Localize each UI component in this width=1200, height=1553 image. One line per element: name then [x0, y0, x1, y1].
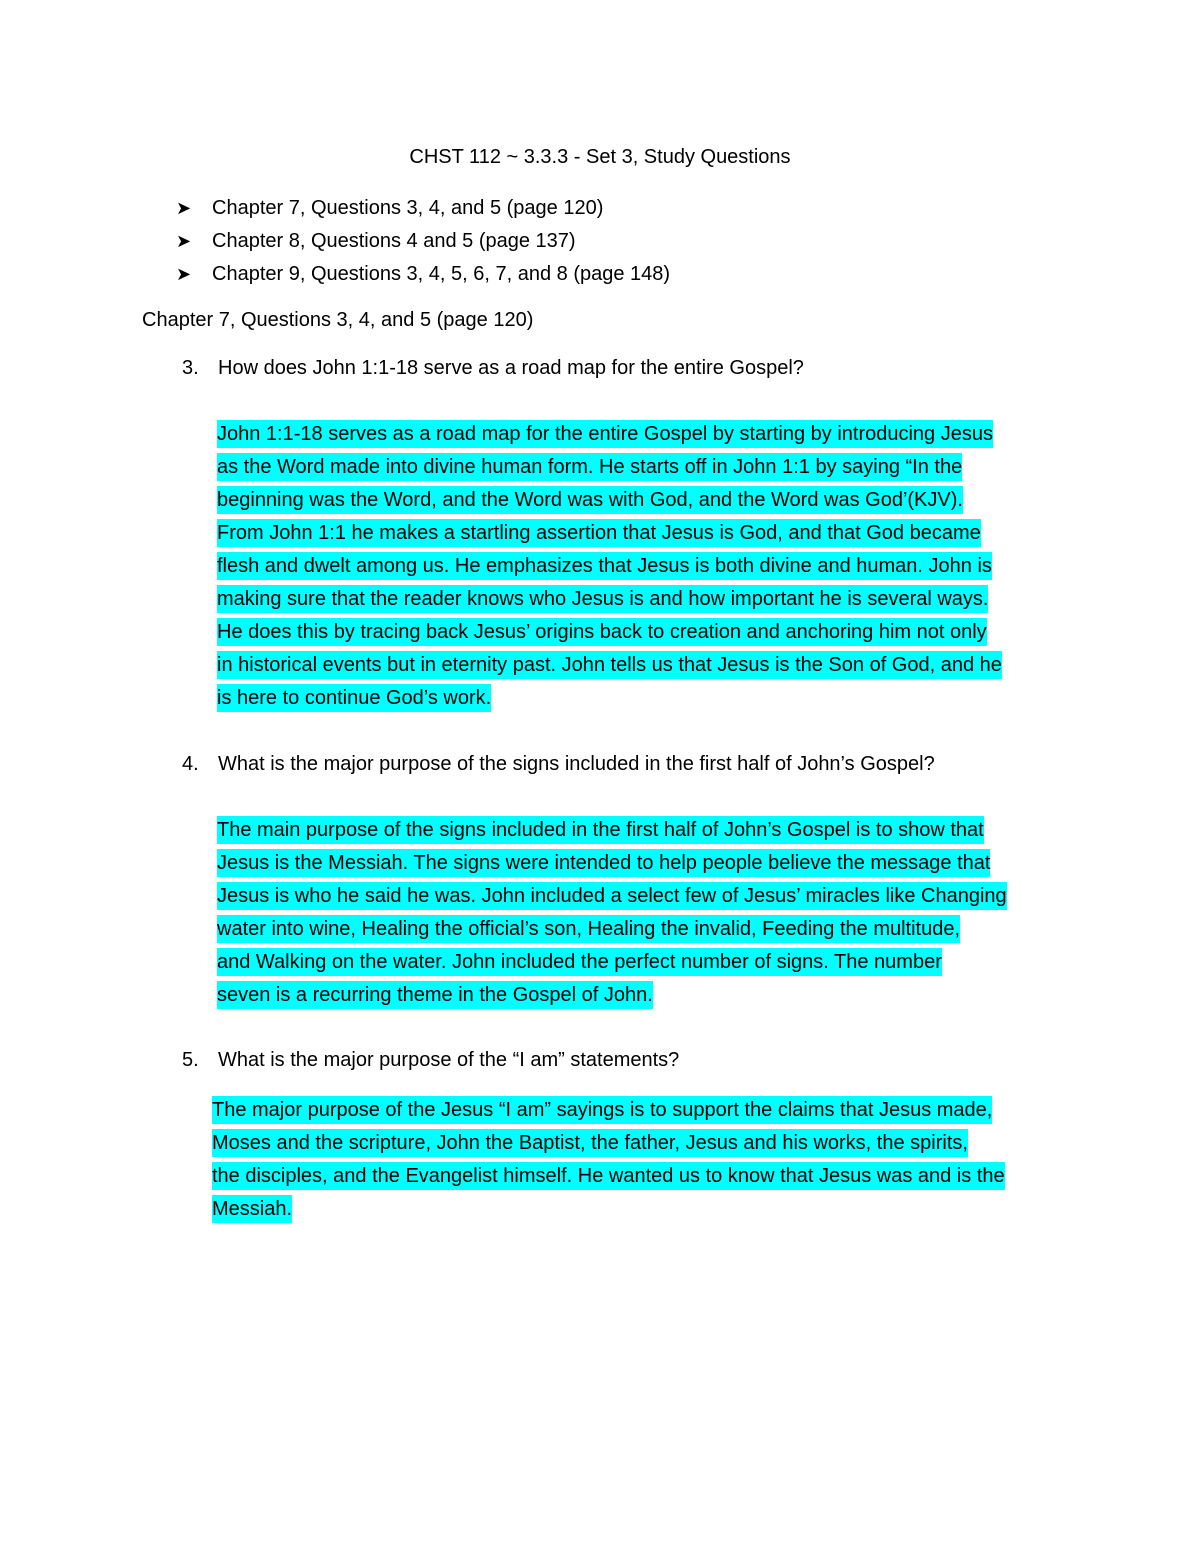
answer-line: The main purpose of the signs included in the first half of John’s Gospel is to show that [217, 814, 1077, 847]
question-3 [182, 354, 804, 382]
list-item [176, 258, 670, 291]
list-item-text: Chapter 7, Questions 3, 4, and 5 (page 120) [212, 197, 604, 219]
answer-3 [217, 418, 1077, 715]
answer-line: Jesus is the Messiah. The signs were intended to help people believe the message that [217, 847, 1077, 880]
answer-line: flesh and dwelt among us. He emphasizes that Jesus is both divine and human. John is [217, 550, 1077, 583]
question-number: 4. [182, 753, 199, 775]
answer-line: John 1:1-18 serves as a road map for the entire Gospel by starting by introducing Jesus [217, 418, 1077, 451]
section-heading: Chapter 7, Questions 3, 4, and 5 (page 120) [142, 309, 534, 331]
arrowhead-bullet-icon: ➤ [176, 264, 192, 284]
answer-line: He does this by tracing back Jesus’ origins back to creation and anchoring him not only [217, 616, 1077, 649]
answer-line: and Walking on the water. John included the perfect number of signs. The number [217, 946, 1077, 979]
answer-5 [212, 1094, 1072, 1226]
answer-4 [217, 814, 1077, 1012]
answer-line: Jesus is who he said he was. John included a select few of Jesus’ miracles like Changing [217, 880, 1077, 913]
answer-line: Moses and the scripture, John the Baptist, the father, Jesus and his works, the spirits, [212, 1127, 1072, 1160]
document-title: CHST 112 ~ 3.3.3 - Set 3, Study Questions [409, 146, 791, 168]
answer-line: water into wine, Healing the official’s son, Healing the invalid, Feeding the multitude, [217, 913, 1077, 946]
answer-line: making sure that the reader knows who Jesus is and how important he is several ways. [217, 583, 1077, 616]
answer-line: From John 1:1 he makes a startling assertion that Jesus is God, and that God became [217, 517, 1077, 550]
list-item-text: Chapter 9, Questions 3, 4, 5, 6, 7, and 8 (page 148) [212, 263, 671, 285]
answer-line: the disciples, and the Evangelist himself. He wanted us to know that Jesus was and is the [212, 1160, 1072, 1193]
arrowhead-bullet-icon: ➤ [176, 198, 192, 218]
list-item [176, 192, 670, 225]
question-text: What is the major purpose of the “I am” statements? [218, 1049, 680, 1071]
answer-line: is here to continue God’s work. [217, 682, 1077, 715]
question-5 [182, 1046, 679, 1074]
answer-line: The major purpose of the Jesus “I am” sayings is to support the claims that Jesus made, [212, 1094, 1072, 1127]
question-4 [182, 750, 935, 778]
question-text: What is the major purpose of the signs included in the first half of John’s Gospel? [218, 753, 935, 775]
chapter-list [176, 192, 670, 291]
answer-line: Messiah. [212, 1193, 1072, 1226]
answer-line: beginning was the Word, and the Word was with God, and the Word was God’(KJV). [217, 484, 1077, 517]
answer-line: in historical events but in eternity past. John tells us that Jesus is the Son of God, and he [217, 649, 1077, 682]
question-number: 5. [182, 1049, 199, 1071]
answer-line: as the Word made into divine human form. He starts off in John 1:1 by saying “In the [217, 451, 1077, 484]
list-item [176, 225, 670, 258]
list-item-text: Chapter 8, Questions 4 and 5 (page 137) [212, 230, 576, 252]
answer-line: seven is a recurring theme in the Gospel of John. [217, 979, 1077, 1012]
question-number: 3. [182, 357, 199, 379]
arrowhead-bullet-icon: ➤ [176, 231, 192, 251]
question-text: How does John 1:1-18 serve as a road map for the entire Gospel? [218, 357, 804, 379]
